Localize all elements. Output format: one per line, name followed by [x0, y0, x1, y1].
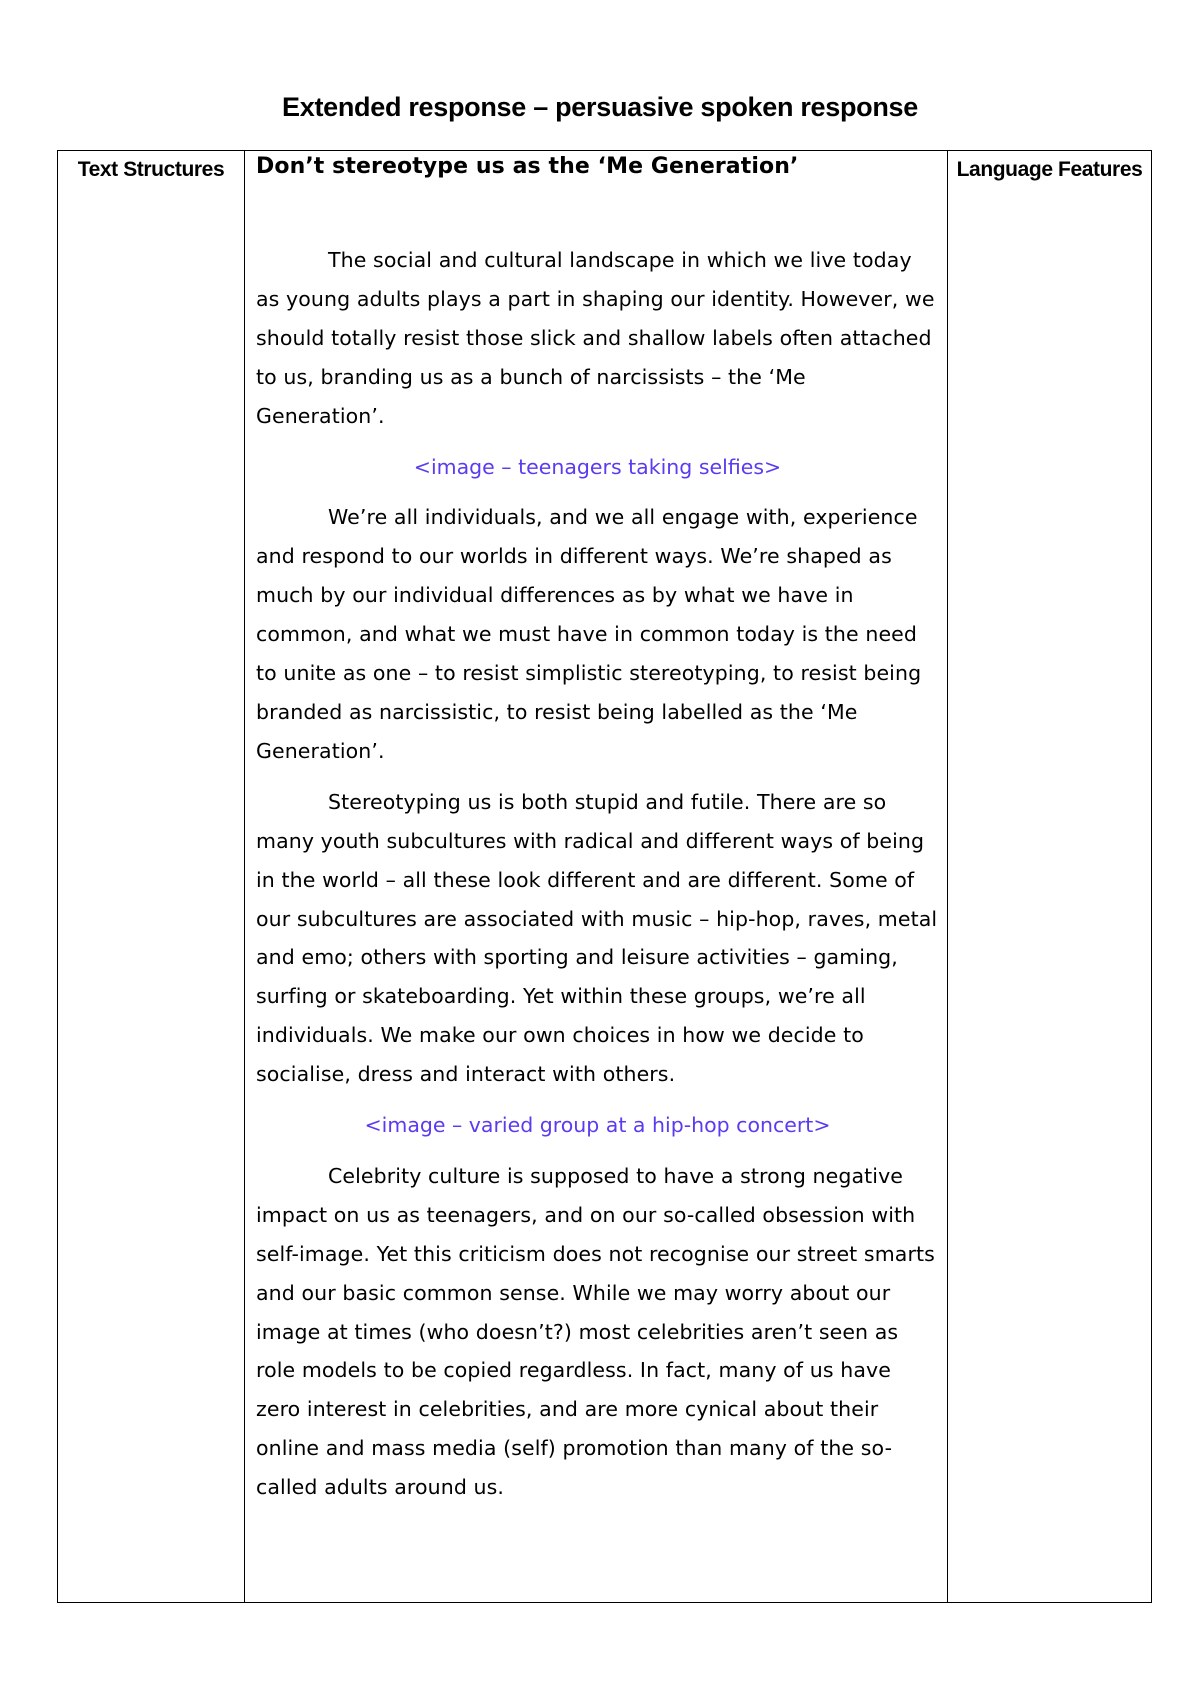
table-row [58, 151, 1152, 1603]
language-features-heading: Language Features [956, 158, 1143, 181]
image-placeholder-note: <image – teenagers taking selfies> [413, 454, 782, 479]
image-placeholder-note: <image – varied group at a hip-hop concert> [364, 1113, 831, 1138]
language-features-column [948, 151, 1152, 1603]
speech-paragraph: Stereotyping us is both stupid and futile. There are so many youth subcultures with radical and different ways of being in the world – all these look different and are different. Some of our subcultures are associated with music – hip-hop, raves, metal and emo; others with sporting and leisure activities – gaming, surfing or skateboarding. Yet within these groups, we’re all individuals. We make our own choices in how we decide to socialise, dress and interact with others. [256, 789, 938, 1087]
text-structures-heading: Text Structures [77, 158, 225, 181]
response-table [57, 150, 1152, 1603]
text-structures-column [58, 151, 245, 1603]
speech-column [245, 151, 948, 1603]
speech-paragraph: We’re all individuals, and we all engage with, experience and respond to our worlds in different ways. We’re shaped as much by our individual differences as by what we have in common, and what we must have in common today is the need to unite as one – to resist simplistic stereotyping, to resist being branded as narcissistic, to resist being labelled as the ‘Me Generation’. [256, 505, 922, 763]
document-title: Extended response – persuasive spoken response [282, 92, 918, 122]
speech-body [245, 241, 947, 1507]
speech-title: Don’t stereotype us as the ‘Me Generation’ [256, 154, 799, 179]
speech-paragraph: Celebrity culture is supposed to have a strong negative impact on us as teenagers, and on our so-called obsession with self-image. Yet this criticism does not recognise our street smarts and our basic common sense. While we may worry about our image at times (who doesn’t?) most celebrities aren’t seen as role models to be copied regardless. In fact, many of us have zero interest in celebrities, and are more cynical about their online and mass media (self) promotion than many of the so-called adults around us. [256, 1163, 935, 1500]
speech-paragraph: The social and cultural landscape in which we live today as young adults plays a part in shaping our identity. However, we should totally resist those slick and shallow labels often attached to us, branding us as a bunch of narcissists – the ‘Me Generation’. [256, 248, 935, 428]
